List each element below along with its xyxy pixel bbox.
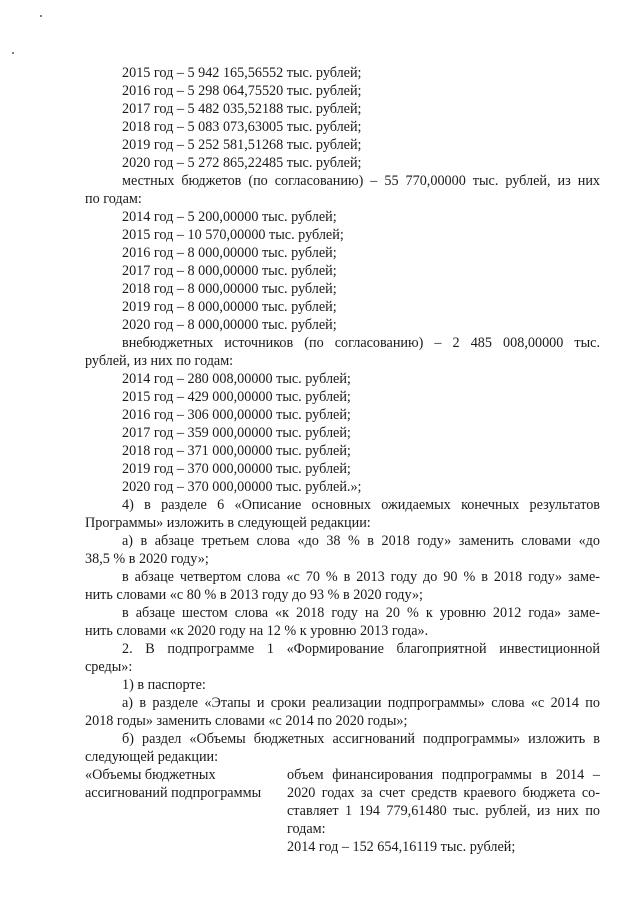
budget-line: 2020 год – 8 000,00000 тыс. рублей; <box>122 317 337 333</box>
budget-line: 2016 год – 5 298 064,75520 тыс. рублей; <box>122 83 362 99</box>
paragraph-line: в абзаце шестом слова «к 2018 году на 20 % к уровню 2012 года» заме- <box>122 605 600 621</box>
table-right-line: ставляет 1 194 779,61480 тыс. рублей, из них по <box>287 803 600 819</box>
budget-line: 2018 год – 371 000,00000 тыс. рублей; <box>122 443 351 459</box>
extra-budget-line: внебюджетных источников (по согласованию) – 2 485 008,00000 тыс. <box>122 335 600 351</box>
paragraph-line: б) раздел «Объемы бюджетных ассигнований подпрограммы» изложить в <box>122 731 600 747</box>
budget-line: 2014 год – 280 008,00000 тыс. рублей; <box>122 371 351 387</box>
paragraph-line: 38,5 % в 2020 году»; <box>85 551 209 567</box>
paragraph-line: нить словами «к 2020 году на 12 % к уровню 2013 года». <box>85 623 429 639</box>
paragraph-line: Программы» изложить в следующей редакции: <box>85 515 371 531</box>
paragraph-line: нить словами «с 80 % в 2013 году до 93 % в 2020 году»; <box>85 587 423 603</box>
budget-line: 2016 год – 306 000,00000 тыс. рублей; <box>122 407 351 423</box>
budget-line: 2020 год – 370 000,00000 тыс. рублей.»; <box>122 479 362 495</box>
table-right-line: объем финансирования подпрограммы в 2014 – <box>287 767 600 783</box>
table-right-cell <box>287 766 600 856</box>
budget-line: 2020 год – 5 272 865,22485 тыс. рублей; <box>122 155 362 171</box>
budget-line: 2015 год – 5 942 165,56552 тыс. рублей; <box>122 65 362 81</box>
local-budgets-line: местных бюджетов (по согласованию) – 55 770,00000 тыс. рублей, из них <box>122 173 600 189</box>
budget-line: 2017 год – 359 000,00000 тыс. рублей; <box>122 425 351 441</box>
section-heading-line: 2. В подпрограмме 1 «Формирование благоприятной инвестиционной <box>122 641 600 657</box>
budget-line: 2016 год – 8 000,00000 тыс. рублей; <box>122 245 337 261</box>
extra-budget-line: рублей, из них по годам: <box>85 353 234 369</box>
paragraph-line: следующей редакции: <box>85 749 219 765</box>
budget-line: 2015 год – 429 000,00000 тыс. рублей; <box>122 389 351 405</box>
paragraph-line: а) в разделе «Этапы и сроки реализации подпрограммы» слова «с 2014 по <box>122 695 600 711</box>
budget-line: 2018 год – 5 083 073,63005 тыс. рублей; <box>122 119 362 135</box>
table-right-line: 2020 годах за счет средств краевого бюджета со- <box>287 785 600 801</box>
table-left-cell <box>85 766 275 802</box>
table-right-line: 2014 год – 152 654,16119 тыс. рублей; <box>287 839 516 855</box>
paragraph-line: 4) в разделе 6 «Описание основных ожидаемых конечных результатов <box>122 497 600 513</box>
paragraph-line: а) в абзаце третьем слова «до 38 % в 2018 году» заменить словами «до <box>122 533 600 549</box>
budget-line: 2015 год – 10 570,00000 тыс. рублей; <box>122 227 344 243</box>
local-budgets-line: по годам: <box>85 191 142 207</box>
budget-line: 2019 год – 5 252 581,51268 тыс. рублей; <box>122 137 362 153</box>
budget-line: 2017 год – 5 482 035,52188 тыс. рублей; <box>122 101 362 117</box>
scan-speck <box>40 15 42 17</box>
table-left-line: ассигнований подпрограммы <box>85 785 262 801</box>
section-heading-line: среды»: <box>85 659 133 675</box>
paragraph-line: в абзаце четвертом слова «с 70 % в 2013 году до 90 % в 2018 году» заме- <box>122 569 600 585</box>
budget-line: 2018 год – 8 000,00000 тыс. рублей; <box>122 281 337 297</box>
scan-speck <box>12 52 14 54</box>
budget-line: 2019 год – 8 000,00000 тыс. рублей; <box>122 299 337 315</box>
budget-line: 2014 год – 5 200,00000 тыс. рублей; <box>122 209 337 225</box>
paragraph-line: 1) в паспорте: <box>122 677 206 693</box>
table-left-line: «Объемы бюджетных <box>85 767 216 783</box>
budget-line: 2017 год – 8 000,00000 тыс. рублей; <box>122 263 337 279</box>
budget-line: 2019 год – 370 000,00000 тыс. рублей; <box>122 461 351 477</box>
paragraph-line: 2018 годы» заменить словами «с 2014 по 2020 годы»; <box>85 713 408 729</box>
table-right-line: годам: <box>287 821 326 837</box>
